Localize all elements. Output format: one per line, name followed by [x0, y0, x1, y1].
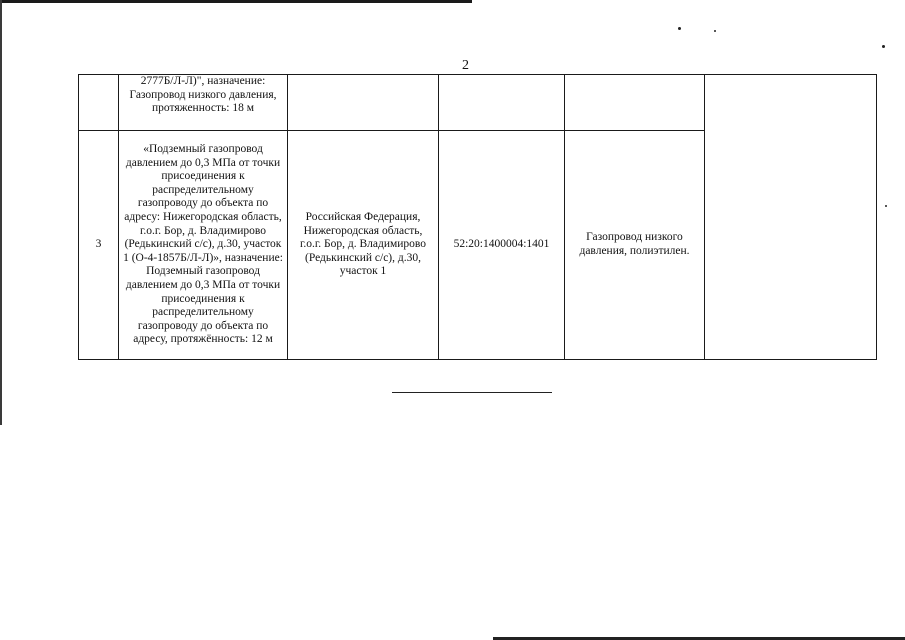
objects-table — [78, 74, 877, 360]
row-number-cell: 3 — [79, 131, 119, 360]
scan-speck — [885, 205, 887, 207]
cadastral-number-cell — [439, 75, 565, 131]
object-description-cell: 2777Б/Л-Л)", назначение: Газопровод низкого давления, протяженность: 18 м — [119, 75, 288, 131]
scan-speck — [714, 30, 716, 32]
row-number-cell — [79, 75, 119, 131]
address-cell: Российская Федерация, Нижегородская область, г.о.г. Бор, д. Владимирово (Редькинский с/с), д.30, участок 1 — [288, 131, 439, 360]
address-cell — [288, 75, 439, 131]
characteristic-cell: Газопровод низкого давления, полиэтилен. — [565, 131, 705, 360]
scan-speck — [678, 27, 681, 30]
cadastral-number-cell: 52:20:1400004:1401 — [439, 131, 565, 360]
scan-top-border — [0, 0, 472, 3]
scan-left-edge — [0, 0, 2, 425]
characteristic-cell — [565, 75, 705, 131]
end-of-document-line — [392, 392, 552, 393]
page-number: 2 — [462, 58, 469, 73]
table-row — [79, 75, 877, 131]
object-description-cell: «Подземный газопровод давлением до 0,3 МПа от точки присоединения к распределительному газопроводу до объекта по адресу: Нижегородская область, г.о.г. Бор, д. Владимирово (Редькинский с/с), д.30, участок 1 (О-4-1857Б/Л-Л)», назначение: Подземный газопровод давлением до 0,3 МПа от точки присоединения к распределительному газопроводу до объекта по адресу, протяжённость: 12 м — [119, 131, 288, 360]
note-cell — [705, 75, 877, 360]
scan-speck — [882, 45, 885, 48]
